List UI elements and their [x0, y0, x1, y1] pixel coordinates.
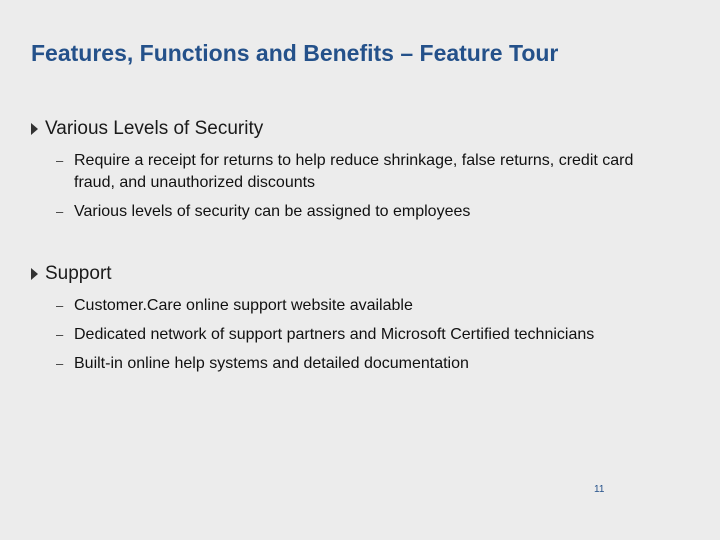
slide-title: Features, Functions and Benefits – Feature Tour [31, 40, 559, 66]
dash-bullet-icon: – [56, 153, 64, 168]
section-heading [31, 262, 691, 286]
list-item-text: Customer.Care online support website available [74, 297, 413, 314]
list-item [31, 150, 674, 194]
dash-bullet-icon: – [56, 204, 64, 219]
section-security [31, 117, 691, 230]
dash-bullet-icon: – [56, 327, 64, 342]
dash-bullet-icon: – [56, 298, 64, 313]
section-support [31, 262, 691, 382]
triangle-bullet-icon [31, 123, 38, 135]
list-item [31, 201, 674, 223]
list-item [31, 295, 674, 317]
security-sub-list [31, 150, 691, 223]
list-item-text: Require a receipt for returns to help reduce shrinkage, false returns, credit card fraud, and unauthorized discounts [74, 152, 634, 191]
dash-bullet-icon: – [56, 356, 64, 371]
list-item [31, 353, 674, 375]
list-item-text: Various levels of security can be assigned to employees [74, 203, 471, 220]
section-label-support: Support [45, 263, 112, 284]
list-item-text: Built-in online help systems and detailed documentation [74, 355, 469, 372]
list-item [31, 324, 674, 346]
list-item-text: Dedicated network of support partners and Microsoft Certified technicians [74, 326, 595, 343]
triangle-bullet-icon [31, 268, 38, 280]
support-sub-list [31, 295, 691, 375]
page-number: 11 [594, 484, 605, 495]
section-heading [31, 117, 691, 141]
section-label-security: Various Levels of Security [45, 118, 264, 139]
